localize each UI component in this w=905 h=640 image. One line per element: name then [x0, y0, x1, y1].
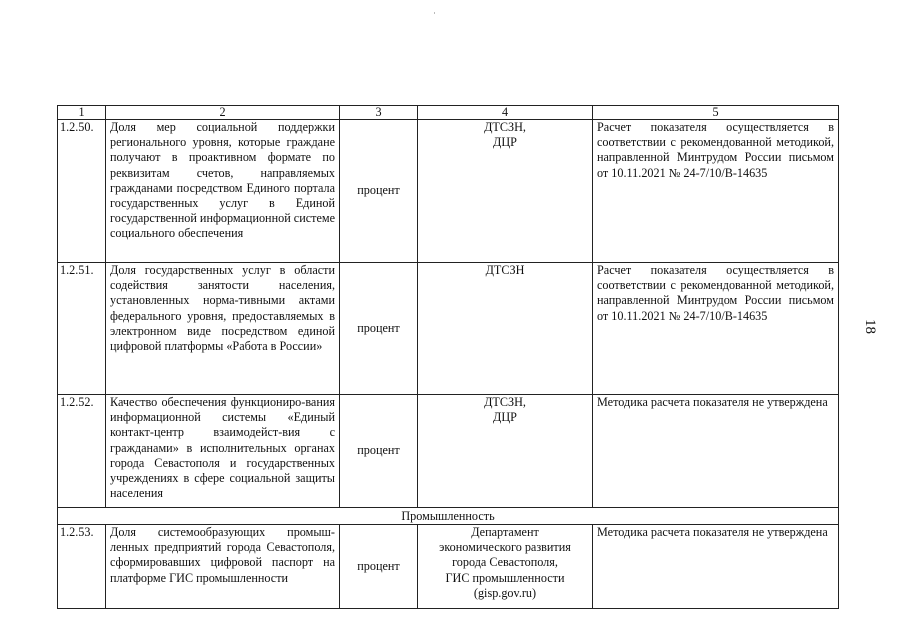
section-row [58, 508, 839, 525]
indicators-table [57, 105, 839, 609]
responsible: ДТСЗН, ДЦР [418, 120, 593, 263]
indicator-name: Доля государственных услуг в области содействия занятости населения, установленных норма-тивными актами федерального уровня, предоставляемых в электронном виде посредством единой цифровой платформы «Работа в России» [106, 263, 340, 395]
unit: процент [340, 120, 418, 263]
unit: процент [340, 525, 418, 609]
column-number: 1 [58, 106, 106, 120]
column-number-row [58, 106, 839, 120]
indicator-name: Доля системообразующих промыш-ленных предприятий города Севастополя, сформировавших цифровой паспорт на платформе ГИС промышленности [106, 525, 340, 609]
scan-mark [434, 12, 435, 14]
row-number: 1.2.50. [58, 120, 106, 263]
column-number: 2 [106, 106, 340, 120]
column-number: 5 [593, 106, 839, 120]
row-number: 1.2.51. [58, 263, 106, 395]
indicator-name: Качество обеспечения функциониро-вания информационной системы «Единый контакт-центр взаимодейст-вия с гражданами» в исполнительных органах города Севастополя и государственных учреждениях в сфере социальной защиты населения [106, 395, 340, 508]
responsible: ДТСЗН [418, 263, 593, 395]
responsible: Департамент экономического развития города Севастополя, ГИС промышленности (gisp.gov.ru) [418, 525, 593, 609]
table-row [58, 120, 839, 263]
page-number: 18 [862, 319, 878, 334]
unit: процент [340, 263, 418, 395]
indicator-name: Доля мер социальной поддержки регионального уровня, которые граждане получают в проактивном формате по реквизитам счетов, направляемых гражданами посредством Единого портала государственных услуг в Единой государственной информационной системе социального обеспечения [106, 120, 340, 263]
methodology: Методика расчета показателя не утверждена [593, 395, 839, 508]
column-number: 4 [418, 106, 593, 120]
methodology: Методика расчета показателя не утверждена [593, 525, 839, 609]
section-title: Промышленность [58, 508, 839, 525]
methodology: Расчет показателя осуществляется в соответствии с рекомендованной методикой, направленной Минтрудом России письмом от 10.11.2021 № 24-7/10/В-14635 [593, 263, 839, 395]
table-row [58, 525, 839, 609]
unit: процент [340, 395, 418, 508]
row-number: 1.2.52. [58, 395, 106, 508]
table-row [58, 395, 839, 508]
table-row [58, 263, 839, 395]
responsible: ДТСЗН, ДЦР [418, 395, 593, 508]
column-number: 3 [340, 106, 418, 120]
methodology: Расчет показателя осуществляется в соответствии с рекомендованной методикой, направленной Минтрудом России письмом от 10.11.2021 № 24-7/10/В-14635 [593, 120, 839, 263]
row-number: 1.2.53. [58, 525, 106, 609]
